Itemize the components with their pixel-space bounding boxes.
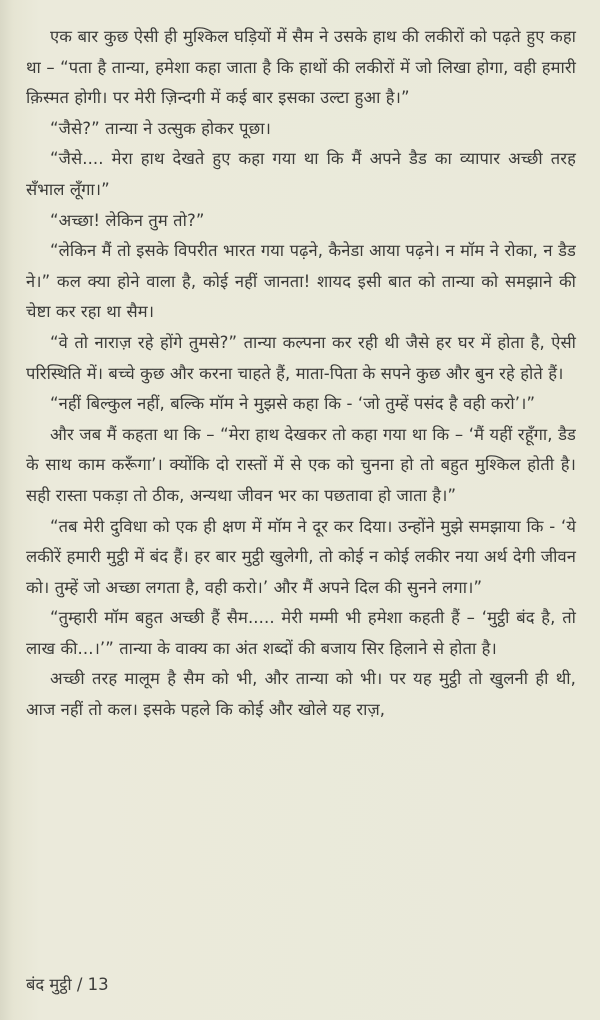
paragraph: और जब मैं कहता था कि – “मेरा हाथ देखकर तो कहा गया था कि – ‘मैं यहीं रहूँगा, डैड के साथ काम करूँगा’। क्योंकि दो रास्तों में से एक को चुनना हो तो बहुत मुश्किल होती है। सही रास्ता पकड़ा तो ठीक, अन्यथा जीवन भर का पछतावा हो जाता है।” <box>26 424 576 505</box>
page-footer: बंद मुट्ठी / 13 <box>26 975 109 994</box>
body-text <box>26 22 576 726</box>
paragraph: “लेकिन मैं तो इसके विपरीत भारत गया पढ़ने, कैनेडा आया पढ़ने। न मॉम ने रोका, न डैड ने।” कल क्या होने वाला है, कोई नहीं जानता! शायद इसी बात को तान्या को समझाने की चेष्टा कर रहा था सैम। <box>26 241 576 322</box>
paragraph: “तब मेरी दुविधा को एक ही क्षण में मॉम ने दूर कर दिया। उन्होंने मुझे समझाया कि - ‘ये लकीरें हमारी मुट्ठी में बंद हैं। हर बार मुट्ठी खुलेगी, तो कोई न कोई लकीर नया अर्थ देगी जीवन को। तुम्हें जो अच्छा लगता है, वही करो।’ और मैं अपने दिल की सुनने लगा।” <box>26 516 576 597</box>
paragraph: एक बार कुछ ऐसी ही मुश्किल घड़ियों में सैम ने उसके हाथ की लकीरों को पढ़ते हुए कहा था – “पता है तान्या, हमेशा कहा जाता है कि हाथों की लकीरों में जो लिखा होगा, वही हमारी क़िस्मत होगी। पर मेरी ज़िन्दगी में कई बार इसका उल्टा हुआ है।” <box>26 27 576 108</box>
paragraph: “जैसे?” तान्या ने उत्सुक होकर पूछा। <box>50 118 271 138</box>
paragraph: अच्छी तरह मालूम है सैम को भी, और तान्या को भी। पर यह मुट्ठी तो खुलनी ही थी, आज नहीं तो कल। इसके पहले कि कोई और खोले यह राज़, <box>26 669 576 720</box>
paragraph: “जैसे.... मेरा हाथ देखते हुए कहा गया था कि मैं अपने डैड का व्यापार अच्छी तरह सँभाल लूँगा।” <box>26 149 576 199</box>
paragraph: “नहीं बिल्कुल नहीं, बल्कि मॉम ने मुझसे कहा कि - ‘जो तुम्हें पसंद है वही करो’।” <box>50 394 536 414</box>
paragraph: “अच्छा! लेकिन तुम तो?” <box>50 210 205 230</box>
paragraph: “वे तो नाराज़ रहे होंगे तुमसे?” तान्या कल्पना कर रही थी जैसे हर घर में होता है, ऐसी परिस्थिति में। बच्चे कुछ और करना चाहते हैं, माता-पिता के सपने कुछ और बुन रहे होते हैं। <box>26 332 576 383</box>
paragraph: “तुम्हारी मॉम बहुत अच्छी हैं सैम..... मेरी मम्मी भी हमेशा कहती हैं – ‘मुट्ठी बंद है, तो लाख की...।’” तान्या के वाक्य का अंत शब्दों की बजाय सिर हिलाने से होता है। <box>26 608 576 658</box>
